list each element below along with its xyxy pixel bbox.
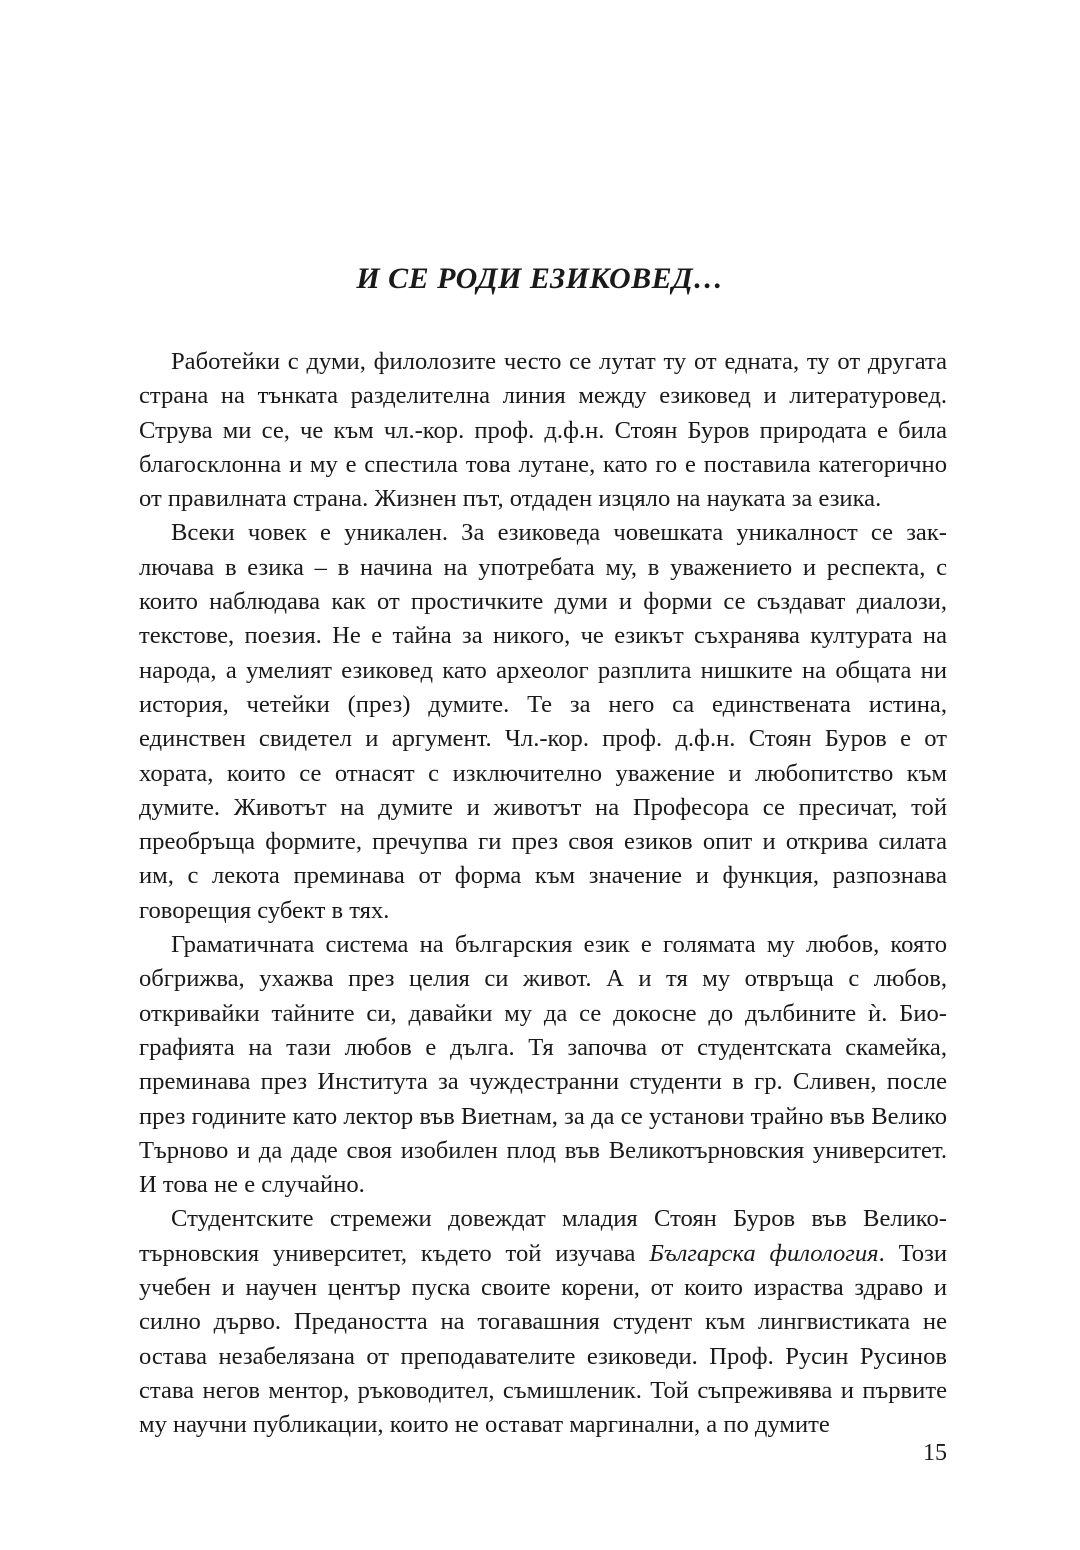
paragraph-4-end: . Този учебен и научен център пуска своите корени, от които израства здраво и силно дърво. Предаността на тогавашния студент към лингвистиката не остава незабелязана от преподавателите езиковеди. Проф. Русин Русинов става негов ментор, ръководител, съмишленик. Той съпреживява и първите му научни публикации, които не остават маргинални, а по думите	[139, 1239, 947, 1439]
paragraph-3: Граматичната система на българския език е голямата му любов, която обгрижва, ухажва през целия си живот. А и тя му отвръща с любов, откривайки тайните си, давайки му да се докосне до дълбините ѝ. Биографията на тази любов е дълга. Тя започва от студентската скамейка, преминава през Института за чуждестранни студенти в гр. Сливен, после през годините като лектор във Виетнам, за да се установи трайно във Велико Търново и да даде своя изобилен плод във Великотърновския университет. И това не е случайно.	[139, 931, 947, 1199]
paragraph-4-italic-term: Българска филология	[649, 1239, 879, 1267]
paragraph-4-start: Студентските стремежи довеждат младия Стоян Буров във Великотърновския университет, където той изучава	[139, 1205, 947, 1267]
paragraph-1: Работейки с думи, филолозите често се лутат ту от едната, ту от другата страна на тънката разделителна линия между езиковед и литературовед. Струва ми се, че към чл.-кор. проф. д.ф.н. Стоян Буров природата е била благосклонна и му е спестила това лутане, като го е поставила категорично от правилната страна. Жизнен път, отдаден изцяло на науката за езика.	[139, 348, 947, 513]
paragraph-4	[139, 1202, 947, 1442]
paragraph-2: Всеки човек е уникален. За езиковеда човешката уникалност се заключава в езика – в начина на употребата му, в уважението и респекта, с които наблюдава как от простичките думи и форми се създават диалози, текстове, поезия. Не е тайна за никого, че езикът съхранява културата на народа, а умелият езиковед като археолог разплита нишките на общата ни история, четейки (през) думите. Те за него са единствената истина, единствен свидетел и аргумент. Чл.-кор. проф. д.ф.н. Стоян Буров е от хората, които се отнасят с изключително уважение и любопитство към думите. Животът на думите и животът на Професора се пресичат, той преобръща формите, пречупва ги през своя езиков опит и открива силата им, с лекота преминава от форма към значение и функция, разпознава говорещия субект в тях.	[139, 519, 947, 924]
body-text	[139, 345, 947, 1443]
chapter-title: И СЕ РОДИ ЕЗИКОВЕД…	[356, 262, 724, 295]
page-number: 15	[923, 1440, 947, 1466]
